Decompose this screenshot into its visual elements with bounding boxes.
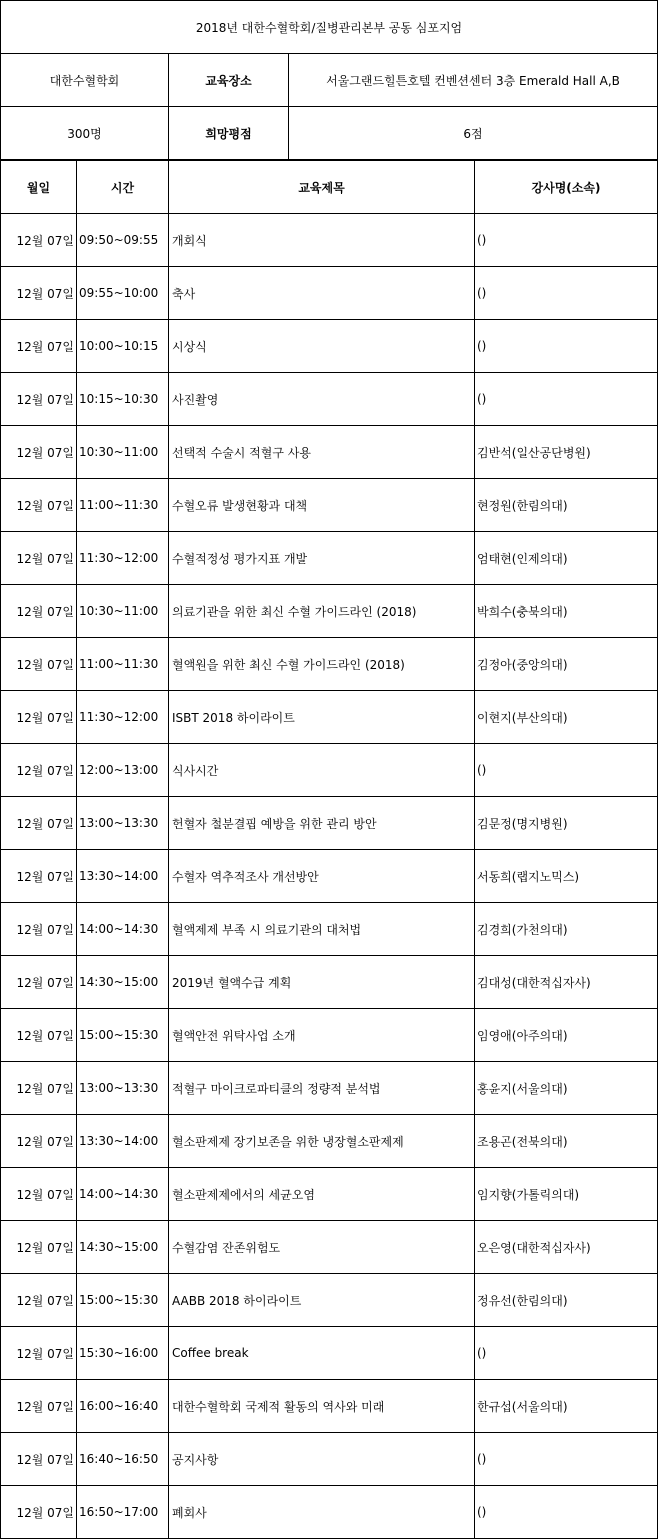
- schedule-row: [1, 1380, 658, 1433]
- session-date: 12월 07일: [1, 267, 77, 320]
- session-speaker: 임영애(아주의대): [475, 1009, 658, 1062]
- session-speaker: 정유선(한림의대): [475, 1274, 658, 1327]
- session-title: 혈액원을 위한 최신 수혈 가이드라인 (2018): [169, 638, 475, 691]
- session-time: 14:30~15:00: [77, 956, 169, 1009]
- session-title: 혈소판제제 장기보존을 위한 냉장혈소판제제: [169, 1115, 475, 1168]
- session-date: 12월 07일: [1, 1062, 77, 1115]
- session-title: 혈소판제제에서의 세균오염: [169, 1168, 475, 1221]
- capacity-row: [1, 107, 658, 160]
- session-date: 12월 07일: [1, 426, 77, 479]
- schedule-row: [1, 320, 658, 373]
- session-time: 09:55~10:00: [77, 267, 169, 320]
- session-date: 12월 07일: [1, 797, 77, 850]
- session-time: 10:30~11:00: [77, 585, 169, 638]
- session-date: 12월 07일: [1, 585, 77, 638]
- schedule-row: [1, 850, 658, 903]
- session-date: 12월 07일: [1, 320, 77, 373]
- session-title: 대한수혈학회 국제적 활동의 역사와 미래: [169, 1380, 475, 1433]
- schedule-table: [0, 160, 658, 1539]
- session-title: 수혈자 역추적조사 개선방안: [169, 850, 475, 903]
- schedule-header-row: [1, 161, 658, 214]
- schedule-row: [1, 1221, 658, 1274]
- session-time: 14:30~15:00: [77, 1221, 169, 1274]
- session-date: 12월 07일: [1, 1115, 77, 1168]
- session-speaker: 조용곤(전북의대): [475, 1115, 658, 1168]
- event-info-table: [0, 0, 658, 160]
- session-title: ISBT 2018 하이라이트: [169, 691, 475, 744]
- schedule-row: [1, 903, 658, 956]
- session-date: 12월 07일: [1, 638, 77, 691]
- schedule-row: [1, 426, 658, 479]
- session-time: 16:50~17:00: [77, 1486, 169, 1539]
- session-date: 12월 07일: [1, 532, 77, 585]
- session-date: 12월 07일: [1, 744, 77, 797]
- session-date: 12월 07일: [1, 1380, 77, 1433]
- session-title: 수혈감염 잔존위험도: [169, 1221, 475, 1274]
- session-speaker: (): [475, 267, 658, 320]
- session-time: 12:00~13:00: [77, 744, 169, 797]
- session-title: 2019년 혈액수급 계획: [169, 956, 475, 1009]
- schedule-row: [1, 1486, 658, 1539]
- session-title: 식사시간: [169, 744, 475, 797]
- session-time: 14:00~14:30: [77, 903, 169, 956]
- session-title: 시상식: [169, 320, 475, 373]
- column-header-title: 교육제목: [169, 161, 475, 214]
- event-title-row: [1, 1, 658, 54]
- session-time: 11:30~12:00: [77, 532, 169, 585]
- schedule-row: [1, 956, 658, 1009]
- session-title: 폐회사: [169, 1486, 475, 1539]
- session-speaker: 한규섭(서울의대): [475, 1380, 658, 1433]
- session-date: 12월 07일: [1, 1009, 77, 1062]
- session-title: 의료기관을 위한 최신 수혈 가이드라인 (2018): [169, 585, 475, 638]
- schedule-row: [1, 744, 658, 797]
- schedule-row: [1, 1274, 658, 1327]
- session-date: 12월 07일: [1, 1486, 77, 1539]
- session-speaker: (): [475, 214, 658, 267]
- session-speaker: (): [475, 373, 658, 426]
- schedule-row: [1, 1168, 658, 1221]
- session-speaker: 오은영(대한적십자사): [475, 1221, 658, 1274]
- session-date: 12월 07일: [1, 956, 77, 1009]
- session-title: AABB 2018 하이라이트: [169, 1274, 475, 1327]
- session-speaker: 서동희(랩지노믹스): [475, 850, 658, 903]
- organizer: 대한수혈학회: [1, 54, 169, 107]
- session-time: 16:40~16:50: [77, 1433, 169, 1486]
- session-time: 11:30~12:00: [77, 691, 169, 744]
- session-time: 10:00~10:15: [77, 320, 169, 373]
- venue-label: 교육장소: [169, 54, 289, 107]
- column-header-time: 시간: [77, 161, 169, 214]
- session-speaker: 김경희(가천의대): [475, 903, 658, 956]
- event-title: 2018년 대한수혈학회/질병관리본부 공동 심포지엄: [1, 1, 658, 54]
- capacity: 300명: [1, 107, 169, 160]
- session-title: 헌혈자 철분결핍 예방을 위한 관리 방안: [169, 797, 475, 850]
- session-date: 12월 07일: [1, 691, 77, 744]
- schedule-row: [1, 214, 658, 267]
- score: 6점: [289, 107, 658, 160]
- session-speaker: 김문정(명지병원): [475, 797, 658, 850]
- schedule-row: [1, 638, 658, 691]
- session-time: 13:00~13:30: [77, 1062, 169, 1115]
- session-time: 09:50~09:55: [77, 214, 169, 267]
- session-speaker: (): [475, 320, 658, 373]
- session-date: 12월 07일: [1, 373, 77, 426]
- session-speaker: 김대성(대한적십자사): [475, 956, 658, 1009]
- session-time: 15:00~15:30: [77, 1274, 169, 1327]
- session-title: 선택적 수술시 적혈구 사용: [169, 426, 475, 479]
- session-title: 적혈구 마이크로파티클의 정량적 분석법: [169, 1062, 475, 1115]
- schedule-row: [1, 585, 658, 638]
- session-title: 혈액제제 부족 시 의료기관의 대처법: [169, 903, 475, 956]
- session-time: 13:00~13:30: [77, 797, 169, 850]
- schedule-row: [1, 479, 658, 532]
- schedule-body: [1, 214, 658, 1539]
- schedule-row: [1, 267, 658, 320]
- session-date: 12월 07일: [1, 1274, 77, 1327]
- session-time: 13:30~14:00: [77, 850, 169, 903]
- session-time: 15:30~16:00: [77, 1327, 169, 1380]
- session-speaker: (): [475, 1327, 658, 1380]
- session-date: 12월 07일: [1, 1221, 77, 1274]
- session-speaker: (): [475, 1486, 658, 1539]
- schedule-row: [1, 1062, 658, 1115]
- session-date: 12월 07일: [1, 1433, 77, 1486]
- session-title: 수혈적정성 평가지표 개발: [169, 532, 475, 585]
- venue-row: [1, 54, 658, 107]
- session-title: Coffee break: [169, 1327, 475, 1380]
- session-time: 15:00~15:30: [77, 1009, 169, 1062]
- venue: 서울그랜드힐튼호텔 컨벤션센터 3층 Emerald Hall A,B: [289, 54, 658, 107]
- session-speaker: 현정원(한림의대): [475, 479, 658, 532]
- session-title: 사진촬영: [169, 373, 475, 426]
- session-title: 축사: [169, 267, 475, 320]
- schedule-row: [1, 1115, 658, 1168]
- schedule-row: [1, 1009, 658, 1062]
- schedule-row: [1, 797, 658, 850]
- session-time: 10:15~10:30: [77, 373, 169, 426]
- column-header-date: 월일: [1, 161, 77, 214]
- session-time: 11:00~11:30: [77, 638, 169, 691]
- session-speaker: 이현지(부산의대): [475, 691, 658, 744]
- session-time: 16:00~16:40: [77, 1380, 169, 1433]
- session-speaker: (): [475, 744, 658, 797]
- session-speaker: 홍윤지(서울의대): [475, 1062, 658, 1115]
- session-time: 13:30~14:00: [77, 1115, 169, 1168]
- session-title: 수혈오류 발생현황과 대책: [169, 479, 475, 532]
- schedule-row: [1, 532, 658, 585]
- session-speaker: 임지향(가톨릭의대): [475, 1168, 658, 1221]
- column-header-speaker: 강사명(소속): [475, 161, 658, 214]
- schedule-row: [1, 691, 658, 744]
- schedule-row: [1, 373, 658, 426]
- session-title: 개회식: [169, 214, 475, 267]
- session-date: 12월 07일: [1, 1168, 77, 1221]
- session-time: 14:00~14:30: [77, 1168, 169, 1221]
- session-time: 11:00~11:30: [77, 479, 169, 532]
- score-label: 희망평점: [169, 107, 289, 160]
- session-speaker: (): [475, 1433, 658, 1486]
- schedule-row: [1, 1327, 658, 1380]
- session-date: 12월 07일: [1, 214, 77, 267]
- session-date: 12월 07일: [1, 479, 77, 532]
- session-title: 혈액안전 위탁사업 소개: [169, 1009, 475, 1062]
- session-speaker: 엄태현(인제의대): [475, 532, 658, 585]
- session-speaker: 박희수(충북의대): [475, 585, 658, 638]
- session-speaker: 김반석(일산공단병원): [475, 426, 658, 479]
- schedule-row: [1, 1433, 658, 1486]
- session-date: 12월 07일: [1, 903, 77, 956]
- session-date: 12월 07일: [1, 850, 77, 903]
- session-date: 12월 07일: [1, 1327, 77, 1380]
- session-speaker: 김정아(중앙의대): [475, 638, 658, 691]
- session-time: 10:30~11:00: [77, 426, 169, 479]
- session-title: 공지사항: [169, 1433, 475, 1486]
